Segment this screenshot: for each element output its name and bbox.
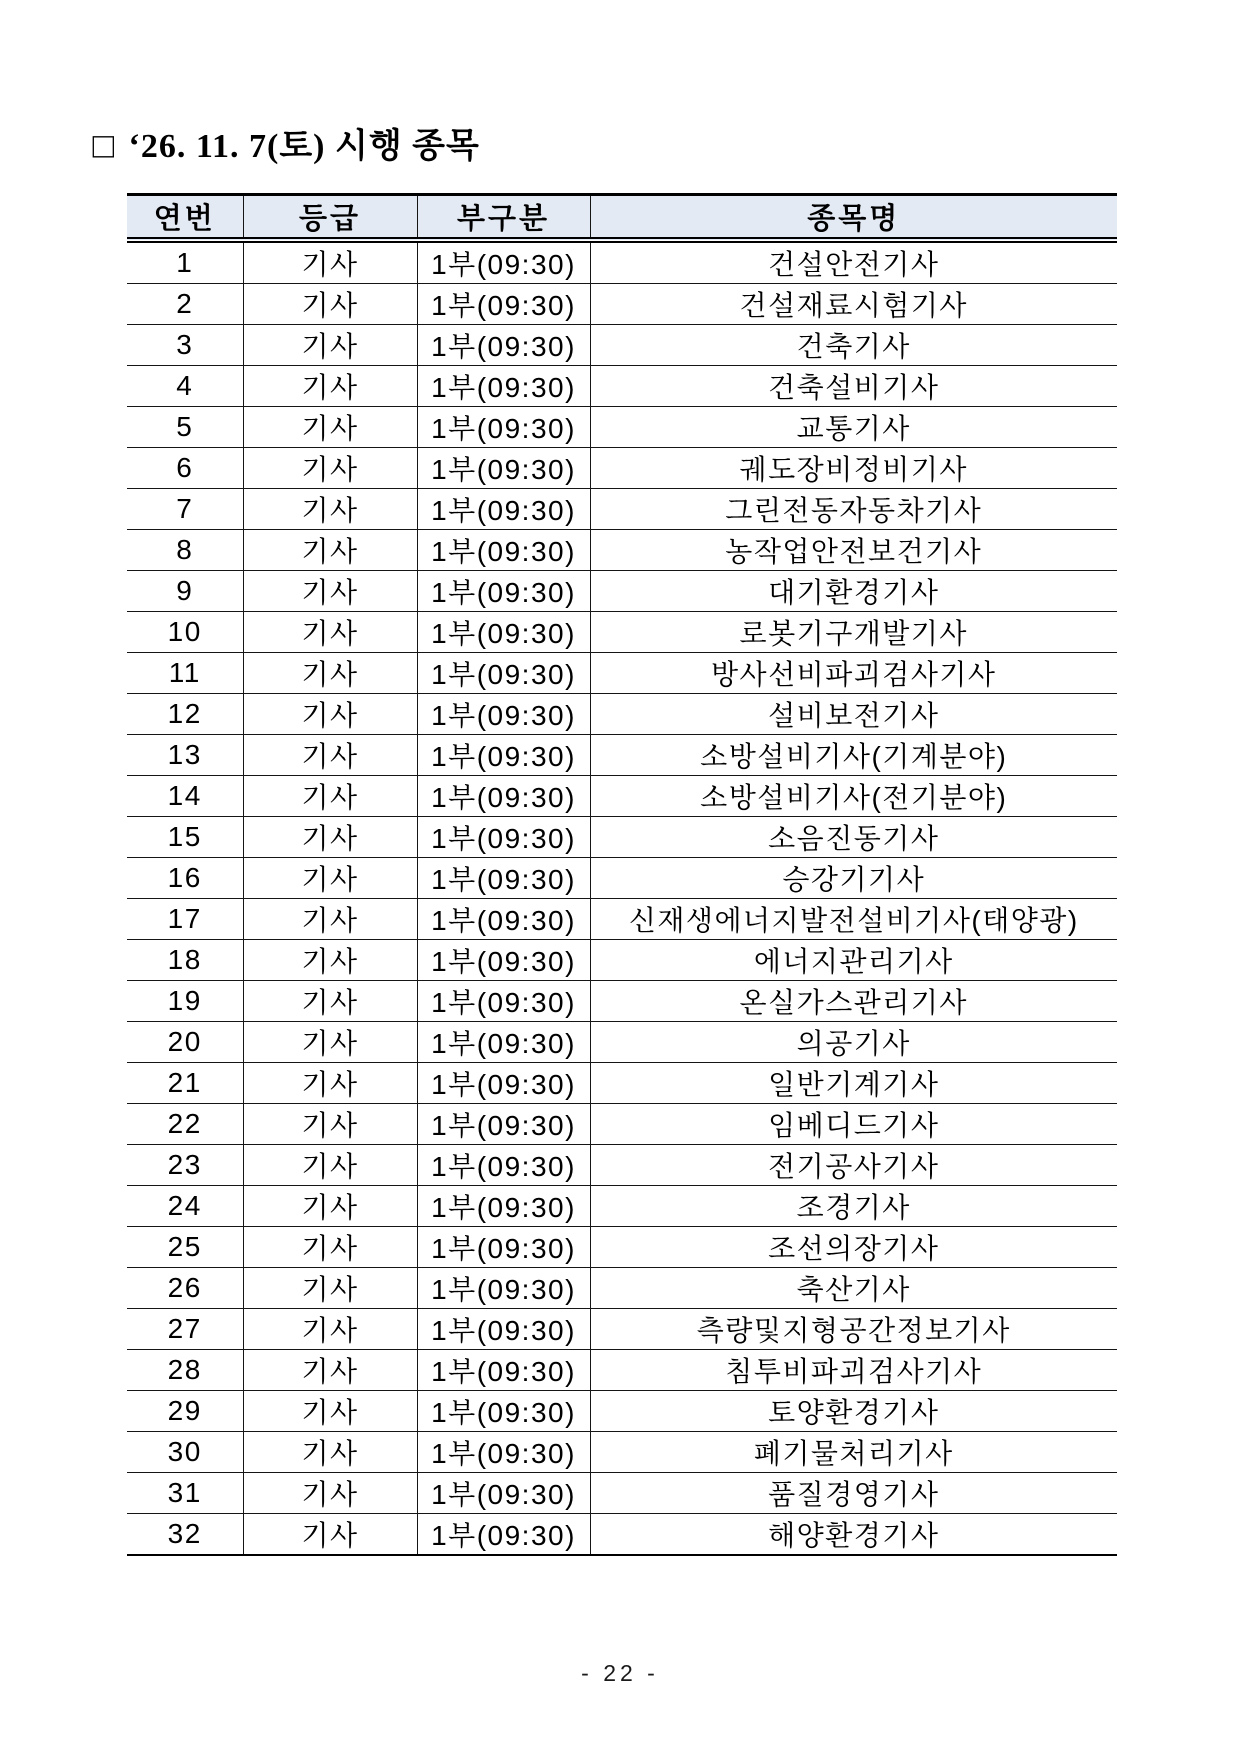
cell-grade: 기사 [243, 1268, 417, 1309]
cell-subject: 로봇기구개발기사 [590, 612, 1117, 653]
exam-schedule-table [127, 193, 1117, 1556]
cell-seq: 30 [127, 1432, 243, 1473]
cell-session: 1부(09:30) [417, 284, 590, 325]
cell-grade: 기사 [243, 612, 417, 653]
cell-session: 1부(09:30) [417, 1145, 590, 1186]
cell-subject: 소방설비기사(전기분야) [590, 776, 1117, 817]
cell-grade: 기사 [243, 284, 417, 325]
cell-seq: 1 [127, 240, 243, 284]
table-row [127, 1186, 1117, 1227]
cell-seq: 11 [127, 653, 243, 694]
cell-grade: 기사 [243, 940, 417, 981]
page-number: - 22 - [581, 1660, 659, 1686]
table-row [127, 366, 1117, 407]
cell-session: 1부(09:30) [417, 240, 590, 284]
cell-subject: 소음진동기사 [590, 817, 1117, 858]
cell-session: 1부(09:30) [417, 1268, 590, 1309]
table-row [127, 817, 1117, 858]
cell-seq: 20 [127, 1022, 243, 1063]
cell-subject: 폐기물처리기사 [590, 1432, 1117, 1473]
table-row [127, 448, 1117, 489]
table-row [127, 1063, 1117, 1104]
cell-subject: 에너지관리기사 [590, 940, 1117, 981]
table-row [127, 1309, 1117, 1350]
cell-seq: 14 [127, 776, 243, 817]
cell-subject: 대기환경기사 [590, 571, 1117, 612]
cell-session: 1부(09:30) [417, 817, 590, 858]
cell-grade: 기사 [243, 1186, 417, 1227]
cell-subject: 임베디드기사 [590, 1104, 1117, 1145]
cell-session: 1부(09:30) [417, 776, 590, 817]
cell-session: 1부(09:30) [417, 1514, 590, 1556]
cell-seq: 21 [127, 1063, 243, 1104]
table-row [127, 284, 1117, 325]
cell-subject: 건축기사 [590, 325, 1117, 366]
cell-session: 1부(09:30) [417, 1104, 590, 1145]
cell-subject: 신재생에너지발전설비기사(태양광) [590, 899, 1117, 940]
cell-subject: 축산기사 [590, 1268, 1117, 1309]
table-row [127, 240, 1117, 284]
cell-seq: 25 [127, 1227, 243, 1268]
cell-grade: 기사 [243, 571, 417, 612]
cell-subject: 궤도장비정비기사 [590, 448, 1117, 489]
cell-subject: 방사선비파괴검사기사 [590, 653, 1117, 694]
cell-subject: 일반기계기사 [590, 1063, 1117, 1104]
cell-grade: 기사 [243, 1309, 417, 1350]
cell-session: 1부(09:30) [417, 1186, 590, 1227]
cell-seq: 2 [127, 284, 243, 325]
table-row [127, 1391, 1117, 1432]
table-row [127, 858, 1117, 899]
cell-subject: 설비보전기사 [590, 694, 1117, 735]
column-header-grade: 등급 [243, 195, 417, 241]
table-row [127, 653, 1117, 694]
cell-subject: 건축설비기사 [590, 366, 1117, 407]
cell-subject: 조경기사 [590, 1186, 1117, 1227]
cell-grade: 기사 [243, 981, 417, 1022]
cell-subject: 품질경영기사 [590, 1473, 1117, 1514]
cell-grade: 기사 [243, 1104, 417, 1145]
cell-seq: 9 [127, 571, 243, 612]
cell-seq: 7 [127, 489, 243, 530]
cell-seq: 18 [127, 940, 243, 981]
cell-session: 1부(09:30) [417, 981, 590, 1022]
cell-seq: 24 [127, 1186, 243, 1227]
cell-session: 1부(09:30) [417, 366, 590, 407]
cell-grade: 기사 [243, 1145, 417, 1186]
cell-session: 1부(09:30) [417, 407, 590, 448]
cell-session: 1부(09:30) [417, 571, 590, 612]
cell-subject: 침투비파괴검사기사 [590, 1350, 1117, 1391]
cell-session: 1부(09:30) [417, 1022, 590, 1063]
cell-subject: 교통기사 [590, 407, 1117, 448]
cell-grade: 기사 [243, 1391, 417, 1432]
table-row [127, 612, 1117, 653]
square-bullet-icon: □ [92, 127, 116, 166]
cell-session: 1부(09:30) [417, 1227, 590, 1268]
cell-subject: 소방설비기사(기계분야) [590, 735, 1117, 776]
cell-subject: 건설재료시험기사 [590, 284, 1117, 325]
cell-session: 1부(09:30) [417, 940, 590, 981]
cell-grade: 기사 [243, 1063, 417, 1104]
cell-session: 1부(09:30) [417, 1473, 590, 1514]
cell-grade: 기사 [243, 530, 417, 571]
cell-seq: 4 [127, 366, 243, 407]
cell-session: 1부(09:30) [417, 1432, 590, 1473]
cell-session: 1부(09:30) [417, 612, 590, 653]
cell-grade: 기사 [243, 325, 417, 366]
table-row [127, 1104, 1117, 1145]
cell-seq: 15 [127, 817, 243, 858]
cell-subject: 토양환경기사 [590, 1391, 1117, 1432]
cell-session: 1부(09:30) [417, 530, 590, 571]
column-header-subject: 종목명 [590, 195, 1117, 241]
table-row [127, 1268, 1117, 1309]
cell-grade: 기사 [243, 448, 417, 489]
table-row [127, 899, 1117, 940]
cell-subject: 해양환경기사 [590, 1514, 1117, 1556]
table-row [127, 776, 1117, 817]
cell-subject: 의공기사 [590, 1022, 1117, 1063]
cell-seq: 28 [127, 1350, 243, 1391]
cell-seq: 3 [127, 325, 243, 366]
cell-session: 1부(09:30) [417, 1063, 590, 1104]
cell-grade: 기사 [243, 1022, 417, 1063]
cell-seq: 27 [127, 1309, 243, 1350]
table-row [127, 1514, 1117, 1556]
cell-grade: 기사 [243, 366, 417, 407]
cell-grade: 기사 [243, 694, 417, 735]
table-row [127, 407, 1117, 448]
cell-session: 1부(09:30) [417, 694, 590, 735]
cell-grade: 기사 [243, 653, 417, 694]
cell-grade: 기사 [243, 1514, 417, 1556]
cell-seq: 29 [127, 1391, 243, 1432]
page-title [93, 118, 480, 167]
cell-session: 1부(09:30) [417, 858, 590, 899]
cell-grade: 기사 [243, 489, 417, 530]
cell-seq: 16 [127, 858, 243, 899]
cell-subject: 측량및지형공간정보기사 [590, 1309, 1117, 1350]
cell-session: 1부(09:30) [417, 325, 590, 366]
cell-grade: 기사 [243, 858, 417, 899]
cell-grade: 기사 [243, 1473, 417, 1514]
cell-session: 1부(09:30) [417, 1391, 590, 1432]
cell-subject: 농작업안전보건기사 [590, 530, 1117, 571]
cell-session: 1부(09:30) [417, 1309, 590, 1350]
cell-seq: 22 [127, 1104, 243, 1145]
cell-seq: 26 [127, 1268, 243, 1309]
cell-seq: 13 [127, 735, 243, 776]
cell-session: 1부(09:30) [417, 735, 590, 776]
cell-subject: 그린전동자동차기사 [590, 489, 1117, 530]
table-row [127, 1227, 1117, 1268]
page-title-text: ‘26. 11. 7(토) 시행 종목 [128, 128, 480, 165]
cell-session: 1부(09:30) [417, 489, 590, 530]
table-row [127, 981, 1117, 1022]
table-header-row [127, 195, 1117, 241]
cell-grade: 기사 [243, 735, 417, 776]
table-row [127, 1022, 1117, 1063]
column-header-seq: 연번 [127, 195, 243, 241]
cell-seq: 31 [127, 1473, 243, 1514]
table-row [127, 1145, 1117, 1186]
cell-seq: 8 [127, 530, 243, 571]
cell-grade: 기사 [243, 407, 417, 448]
table-row [127, 325, 1117, 366]
cell-seq: 32 [127, 1514, 243, 1556]
cell-subject: 승강기기사 [590, 858, 1117, 899]
table-row [127, 1350, 1117, 1391]
cell-subject: 건설안전기사 [590, 240, 1117, 284]
cell-grade: 기사 [243, 899, 417, 940]
cell-seq: 23 [127, 1145, 243, 1186]
cell-seq: 10 [127, 612, 243, 653]
table-row [127, 571, 1117, 612]
cell-subject: 전기공사기사 [590, 1145, 1117, 1186]
table-row [127, 1432, 1117, 1473]
table-body [127, 240, 1117, 1555]
cell-session: 1부(09:30) [417, 1350, 590, 1391]
cell-grade: 기사 [243, 817, 417, 858]
table-row [127, 735, 1117, 776]
table-row [127, 1473, 1117, 1514]
cell-grade: 기사 [243, 776, 417, 817]
table-row [127, 530, 1117, 571]
cell-session: 1부(09:30) [417, 448, 590, 489]
cell-session: 1부(09:30) [417, 899, 590, 940]
cell-seq: 19 [127, 981, 243, 1022]
cell-subject: 조선의장기사 [590, 1227, 1117, 1268]
cell-subject: 온실가스관리기사 [590, 981, 1117, 1022]
table-row [127, 489, 1117, 530]
cell-grade: 기사 [243, 1350, 417, 1391]
cell-grade: 기사 [243, 1432, 417, 1473]
table-row [127, 694, 1117, 735]
cell-seq: 6 [127, 448, 243, 489]
cell-session: 1부(09:30) [417, 653, 590, 694]
cell-seq: 5 [127, 407, 243, 448]
column-header-session: 부구분 [417, 195, 590, 241]
cell-grade: 기사 [243, 1227, 417, 1268]
table-row [127, 940, 1117, 981]
cell-seq: 17 [127, 899, 243, 940]
cell-seq: 12 [127, 694, 243, 735]
cell-grade: 기사 [243, 240, 417, 284]
